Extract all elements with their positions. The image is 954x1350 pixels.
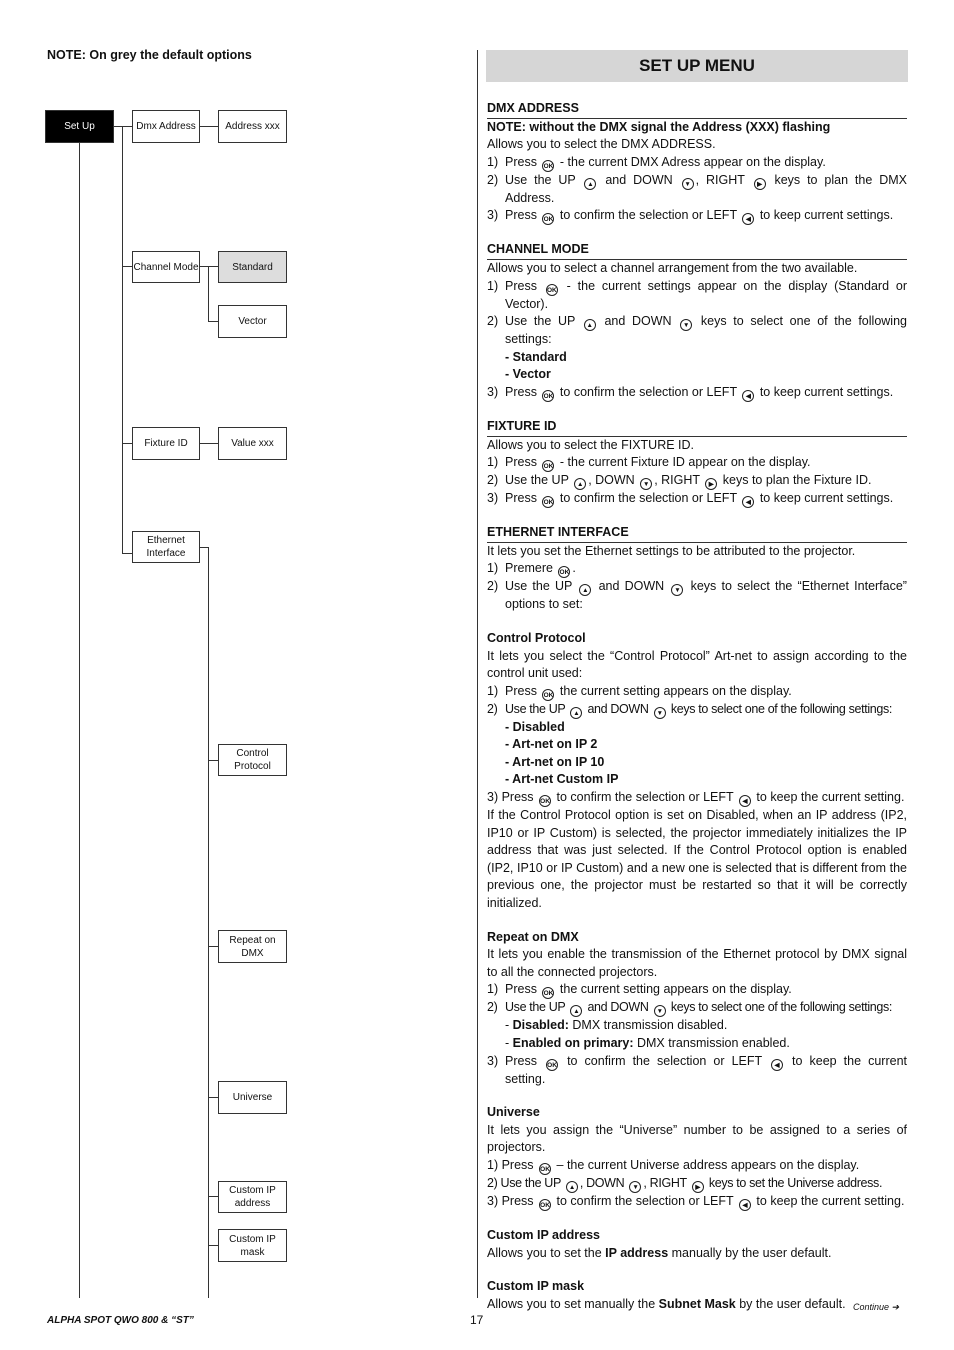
section-intro: Allows you to set the IP address manually by the user default. (487, 1245, 832, 1260)
step: 3) Press OK to confirm the selection or LEFT ◀ to keep current settings. (487, 208, 894, 224)
up-key-icon: ▲ (579, 584, 591, 596)
down-key-icon: ▼ (671, 584, 683, 596)
menu-box-value-xxx: Value xxx (218, 427, 287, 460)
option: - Disabled (505, 719, 565, 734)
ok-key-icon: OK (542, 160, 554, 172)
right-key-icon: ▶ (692, 1181, 704, 1193)
step: 1) Press OK the current setting appears on the display. (487, 982, 792, 998)
section-intro: Allows you to select the FIXTURE ID. (487, 437, 695, 452)
option: - Art-net on IP 2 (505, 737, 598, 752)
up-key-icon: ▲ (570, 707, 582, 719)
ok-key-icon: OK (539, 795, 551, 807)
option: - Disabled: DMX transmission disabled. (505, 1018, 728, 1033)
ok-key-icon: OK (542, 460, 554, 472)
section-ethernet-interface (487, 524, 907, 614)
section-intro: It lets you enable the transmission of the Ethernet protocol by DMX signal to all the connected projectors. (487, 947, 907, 979)
step: 2) Use the UP ▲ and DOWN ▼ keys to select one of the following settings: (487, 1000, 893, 1016)
right-key-icon: ▶ (705, 478, 717, 490)
section-intro: Allows you to select the DMX ADDRESS. (487, 137, 716, 152)
step: 2) Use the UP ▲ and DOWN ▼ keys to select the “Ethernet Interface” options to set: (487, 579, 907, 612)
ok-key-icon: OK (542, 390, 554, 402)
down-key-icon: ▼ (682, 178, 694, 190)
step: 2) Use the UP ▲ and DOWN ▼ keys to select one of the following settings: (487, 314, 907, 347)
ok-key-icon: OK (539, 1199, 551, 1211)
ok-key-icon: OK (558, 566, 570, 578)
left-key-icon: ◀ (739, 795, 751, 807)
section-title: ETHERNET INTERFACE (487, 524, 907, 543)
left-key-icon: ◀ (742, 496, 754, 508)
section-intro: It lets you set the Ethernet settings to be attributed to the projector. (487, 543, 856, 558)
menu-box-channel-mode: Channel Mode (132, 251, 200, 283)
section-title: FIXTURE ID (487, 418, 907, 437)
option: - Art-net on IP 10 (505, 754, 605, 769)
menu-box-universe: Universe (218, 1081, 287, 1114)
left-key-icon: ◀ (739, 1199, 751, 1211)
section-title: Custom IP mask (487, 1279, 585, 1294)
down-key-icon: ▼ (654, 707, 666, 719)
section-intro: It lets you assign the “Universe” number to be assigned to a series of projectors. (487, 1122, 907, 1155)
right-key-icon: ▶ (754, 178, 766, 190)
down-key-icon: ▼ (680, 319, 692, 331)
section-control-protocol (487, 630, 907, 913)
option: - Enabled on primary: DMX transmission enabled. (505, 1036, 790, 1050)
menu-box-fixture-id: Fixture ID (132, 427, 200, 460)
step: 2) Use the UP ▲ and DOWN ▼ keys to select one of the following settings: (487, 701, 893, 717)
menu-box-dmx-address: Dmx Address (132, 110, 200, 143)
step: 2) Use the UP ▲ and DOWN ▼ , RIGHT ▶ keys to plan the DMX Address. (487, 172, 907, 205)
left-key-icon: ◀ (771, 1059, 783, 1071)
menu-box-ethernet-interface: Ethernet Interface (132, 531, 200, 563)
page-number: 17 (470, 1313, 484, 1327)
column-divider (477, 50, 478, 1298)
section-title: DMX ADDRESS (487, 100, 907, 119)
control-protocol-explanation: If the Control Protocol option is set on Disabled, when an IP address (IP2, IP10 or IP Custom) is selected, the projector immediately initializes the IP address that was just selected. If the Control Protocol option is enabled (IP2, IP10 or IP Custom) and a new one is selected that is different from the previous one, the projector must be restarted so that it will be correctly initialized. (487, 808, 907, 911)
option: - Vector (505, 367, 551, 382)
ok-key-icon: OK (542, 496, 554, 508)
up-key-icon: ▲ (566, 1181, 578, 1193)
up-key-icon: ▲ (584, 178, 596, 190)
step: 1) Premere OK . (487, 561, 576, 577)
instructions-column (487, 50, 907, 1329)
ok-key-icon: OK (542, 987, 554, 999)
menu-box-setup: Set Up (45, 110, 114, 143)
ok-key-icon: OK (546, 1059, 558, 1071)
step: 1) Press OK – the current Universe address appears on the display. (487, 1157, 860, 1173)
down-key-icon: ▼ (640, 478, 652, 490)
ok-key-icon: OK (542, 213, 554, 225)
section-note: NOTE: without the DMX signal the Address (XXX) flashing (487, 119, 831, 134)
section-title: Repeat on DMX (487, 929, 579, 944)
menu-box-address-xxx: Address xxx (218, 110, 287, 143)
section-fixture-id (487, 418, 907, 508)
menu-box-custom-ip-mask: Custom IP mask (218, 1229, 287, 1262)
menu-box-standard: Standard (218, 251, 287, 283)
step: 3) Press OK to confirm the selection or LEFT ◀ to keep the current setting. (487, 790, 905, 806)
step: 1) Press OK - the current Fixture ID appear on the display. (487, 455, 811, 471)
step: 2) Use the UP ▲ , DOWN ▼ , RIGHT ▶ keys to set the Universe address. (487, 1175, 883, 1191)
section-intro: Allows you to set manually the Subnet Mask by the user default. (487, 1296, 846, 1311)
step: 3) Press OK to confirm the selection or LEFT ◀ to keep the current setting. (487, 1193, 905, 1209)
step: 3) Press OK to confirm the selection or LEFT ◀ to keep current settings. (487, 384, 894, 400)
ok-key-icon: OK (546, 284, 558, 296)
up-key-icon: ▲ (574, 478, 586, 490)
section-custom-ip-mask (487, 1278, 907, 1313)
menu-box-repeat-on-dmx: Repeat on DMX (218, 930, 287, 963)
option: - Standard (505, 349, 567, 364)
section-repeat-on-dmx (487, 929, 907, 1089)
menu-box-control-protocol: Control Protocol (218, 744, 287, 776)
section-title: Control Protocol (487, 630, 586, 645)
left-key-icon: ◀ (742, 213, 754, 225)
ok-key-icon: OK (539, 1163, 551, 1175)
default-options-note: NOTE: On grey the default options (47, 48, 252, 62)
section-title: Custom IP address (487, 1227, 601, 1242)
section-custom-ip-address (487, 1227, 907, 1262)
option: - Art-net Custom IP (505, 772, 619, 787)
step: 2) Use the UP ▲ , DOWN ▼ , RIGHT ▶ keys to plan the Fixture ID. (487, 473, 872, 489)
footer-model-name: ALPHA SPOT QWO 800 & “ST” (47, 1315, 194, 1326)
step: 1) Press OK - the current settings appear on the display (Standard or Vector). (487, 278, 907, 311)
down-key-icon: ▼ (654, 1005, 666, 1017)
section-channel-mode (487, 241, 907, 402)
step: 1) Press OK the current setting appears on the display. (487, 683, 792, 699)
setup-menu-banner: SET UP MENU (486, 50, 908, 82)
menu-box-vector: Vector (218, 305, 287, 338)
section-intro: It lets you select the “Control Protocol” Art-net to assign according to the control unit used: (487, 648, 907, 681)
section-title: CHANNEL MODE (487, 241, 907, 260)
down-key-icon: ▼ (629, 1181, 641, 1193)
section-intro: Allows you to select a channel arrangement from the two available. (487, 260, 858, 275)
tree-line (79, 142, 80, 1298)
continue-note: Continue ➔ (853, 1302, 900, 1312)
step: 3) Press OK to confirm the selection or LEFT ◀ to keep the current setting. (487, 1053, 907, 1086)
ok-key-icon: OK (542, 689, 554, 701)
menu-box-custom-ip-address: Custom IP address (218, 1181, 287, 1213)
step: 3) Press OK to confirm the selection or LEFT ◀ to keep current settings. (487, 491, 894, 507)
up-key-icon: ▲ (570, 1005, 582, 1017)
section-dmx-address (487, 100, 907, 225)
section-universe (487, 1104, 907, 1211)
left-key-icon: ◀ (742, 390, 754, 402)
step: 1) Press OK - the current DMX Adress appear on the display. (487, 154, 826, 170)
section-title: Universe (487, 1105, 540, 1120)
up-key-icon: ▲ (584, 319, 596, 331)
